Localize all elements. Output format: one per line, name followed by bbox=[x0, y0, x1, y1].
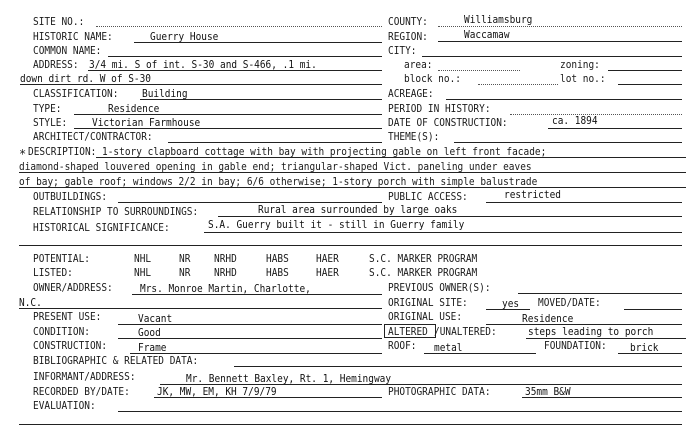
recorded-value: JK, MW, EM, KH 7/9/79 bbox=[157, 385, 277, 398]
owner-line-2 bbox=[19, 308, 382, 309]
address-line-1 bbox=[88, 70, 382, 71]
roof-value: metal bbox=[434, 341, 463, 354]
significance-value: S.A. Guerry built it - still in Guerry family bbox=[208, 218, 465, 231]
style-label: STYLE: bbox=[33, 116, 68, 129]
previous-owner-line bbox=[518, 293, 682, 294]
owner-value-1: Mrs. Monroe Martin, Charlotte, bbox=[140, 282, 311, 295]
lot-line bbox=[618, 84, 682, 85]
description-rule-2 bbox=[19, 172, 686, 173]
listed-habs: HABS bbox=[266, 266, 289, 279]
recorded-label: RECORDED BY/DATE: bbox=[33, 385, 130, 398]
block-line bbox=[478, 84, 558, 85]
description-star: * bbox=[19, 147, 27, 161]
common-name-line bbox=[108, 56, 382, 57]
area-label: area: bbox=[404, 58, 433, 71]
lot-label: lot no.: bbox=[560, 72, 606, 85]
original-site-value: yes bbox=[502, 297, 520, 310]
description-line-3: of bay; gable roof; windows 2/2 in bay; 6/6 otherwise; 1-story porch with simple balustrade bbox=[19, 175, 538, 188]
relationship-line bbox=[218, 216, 682, 217]
style-line bbox=[74, 128, 382, 129]
site-no-line bbox=[96, 26, 382, 27]
listed-nrhd: NRHD bbox=[214, 266, 237, 279]
public-access-line bbox=[486, 202, 682, 203]
biblio-label: BIBLIOGRAPHIC & RELATED DATA: bbox=[33, 354, 199, 367]
moved-line bbox=[624, 309, 682, 310]
common-name-label: COMMON NAME: bbox=[33, 44, 102, 57]
relationship-label: RELATIONSHIP TO SURROUNDINGS: bbox=[33, 205, 199, 218]
altered-label: ALTERED bbox=[388, 325, 428, 338]
original-use-label: ORIGINAL USE: bbox=[388, 310, 463, 323]
evaluation-line-2 bbox=[19, 424, 682, 425]
previous-owner-label: PREVIOUS OWNER(S): bbox=[388, 281, 491, 294]
zoning-label: zoning: bbox=[560, 58, 600, 71]
county-line bbox=[438, 26, 682, 27]
themes-line bbox=[454, 142, 682, 143]
historic-name-label: HISTORIC NAME: bbox=[33, 30, 113, 43]
relationship-value: Rural area surrounded by large oaks bbox=[258, 203, 458, 216]
potential-nrhd: NRHD bbox=[214, 252, 237, 265]
biblio-line bbox=[234, 366, 682, 367]
potential-nr: NR bbox=[179, 252, 191, 265]
architect-line bbox=[168, 142, 382, 143]
style-value: Victorian Farmhouse bbox=[92, 116, 201, 129]
altered-note-value: steps leading to porch bbox=[528, 325, 654, 338]
address-value-1: 3/4 mi. S of int. S-30 and S-466, .1 mi. bbox=[89, 58, 317, 71]
listed-label: LISTED: bbox=[33, 266, 73, 279]
recorded-line bbox=[154, 397, 382, 398]
potential-label: POTENTIAL: bbox=[33, 252, 90, 265]
evaluation-line-1 bbox=[118, 411, 682, 412]
classification-label: CLASSIFICATION: bbox=[33, 87, 119, 100]
significance-line-2 bbox=[19, 245, 682, 246]
architect-label: ARCHITECT/CONTRACTOR: bbox=[33, 130, 153, 143]
listed-nr: NR bbox=[179, 266, 191, 279]
evaluation-label: EVALUATION: bbox=[33, 399, 96, 412]
type-label: TYPE: bbox=[33, 102, 62, 115]
city-line bbox=[422, 56, 682, 57]
present-use-line bbox=[118, 324, 382, 325]
city-label: CITY: bbox=[388, 44, 417, 57]
listed-marker: S.C. MARKER PROGRAM bbox=[369, 266, 478, 279]
owner-line-1 bbox=[132, 294, 382, 295]
region-value: Waccamaw bbox=[464, 28, 510, 41]
foundation-value: brick bbox=[630, 341, 659, 354]
significance-label: HISTORICAL SIGNIFICANCE: bbox=[33, 221, 170, 234]
listed-nhl: NHL bbox=[134, 266, 152, 279]
region-label: REGION: bbox=[388, 30, 428, 43]
foundation-label: FOUNDATION: bbox=[544, 339, 607, 352]
classification-line bbox=[140, 99, 382, 100]
acreage-line bbox=[446, 99, 682, 100]
potential-habs: HABS bbox=[266, 252, 289, 265]
site-no-label: SITE NO.: bbox=[33, 15, 85, 28]
county-value: Williamsburg bbox=[464, 13, 533, 26]
zoning-line bbox=[608, 70, 682, 71]
photo-value: 35mm B&W bbox=[525, 385, 571, 398]
description-line-1: DESCRIPTION: 1-story clapboard cottage with bay with projecting gable on left front facade; bbox=[28, 145, 547, 158]
listed-haer: HAER bbox=[316, 266, 339, 279]
address-line-2 bbox=[20, 84, 382, 85]
significance-line-1 bbox=[204, 232, 682, 233]
condition-label: CONDITION: bbox=[33, 325, 90, 338]
address-label: ADDRESS: bbox=[33, 58, 79, 71]
roof-line bbox=[424, 353, 536, 354]
original-site-label: ORIGINAL SITE: bbox=[388, 296, 468, 309]
date-value: ca. 1894 bbox=[552, 114, 598, 127]
description-line-2: diamond-shaped louvered opening in gable end; triangular-shaped Vict. paneling under eaves bbox=[19, 160, 532, 173]
owner-label: OWNER/ADDRESS: bbox=[33, 281, 113, 294]
unaltered-label: /UNALTERED: bbox=[434, 325, 497, 338]
description-rule-1 bbox=[96, 157, 686, 158]
potential-haer: HAER bbox=[316, 252, 339, 265]
description-rule-3 bbox=[19, 187, 686, 188]
photo-line bbox=[522, 397, 682, 398]
moved-label: MOVED/DATE: bbox=[538, 296, 601, 309]
foundation-line bbox=[618, 353, 682, 354]
condition-value: Good bbox=[138, 326, 161, 339]
type-line bbox=[74, 114, 382, 115]
acreage-label: ACREAGE: bbox=[388, 87, 434, 100]
county-label: COUNTY: bbox=[388, 15, 428, 28]
potential-nhl: NHL bbox=[134, 252, 152, 265]
original-use-value: Residence bbox=[522, 312, 574, 325]
present-use-value: Vacant bbox=[138, 312, 173, 325]
historic-name-value: Guerry House bbox=[150, 30, 219, 43]
themes-label: THEME(S): bbox=[388, 130, 440, 143]
date-label: DATE OF CONSTRUCTION: bbox=[388, 116, 508, 129]
owner-value-2: N.C. bbox=[19, 296, 42, 309]
potential-marker: S.C. MARKER PROGRAM bbox=[369, 252, 478, 265]
original-site-line bbox=[486, 309, 530, 310]
informant-value: Mr. Bennett Baxley, Rt. 1, Hemingway bbox=[186, 372, 392, 385]
address-value-2: down dirt rd. W of S-30 bbox=[20, 72, 152, 85]
photo-label: PHOTOGRAPHIC DATA: bbox=[388, 385, 491, 398]
construction-value: Frame bbox=[138, 341, 167, 354]
construction-label: CONSTRUCTION: bbox=[33, 339, 108, 352]
historic-name-line bbox=[134, 42, 382, 43]
public-access-label: PUBLIC ACCESS: bbox=[388, 190, 468, 203]
area-line bbox=[438, 70, 520, 71]
roof-label: ROOF: bbox=[388, 339, 417, 352]
condition-line bbox=[118, 338, 382, 339]
outbuildings-label: OUTBUILDINGS: bbox=[33, 190, 108, 203]
region-line bbox=[438, 41, 682, 42]
public-access-value: restricted bbox=[504, 188, 561, 201]
type-value: Residence bbox=[108, 102, 160, 115]
block-label: block no.: bbox=[404, 72, 461, 85]
date-line bbox=[548, 128, 682, 129]
present-use-label: PRESENT USE: bbox=[33, 310, 102, 323]
classification-value: Building bbox=[142, 87, 188, 100]
informant-label: INFORMANT/ADDRESS: bbox=[33, 370, 136, 383]
period-label: PERIOD IN HISTORY: bbox=[388, 102, 491, 115]
